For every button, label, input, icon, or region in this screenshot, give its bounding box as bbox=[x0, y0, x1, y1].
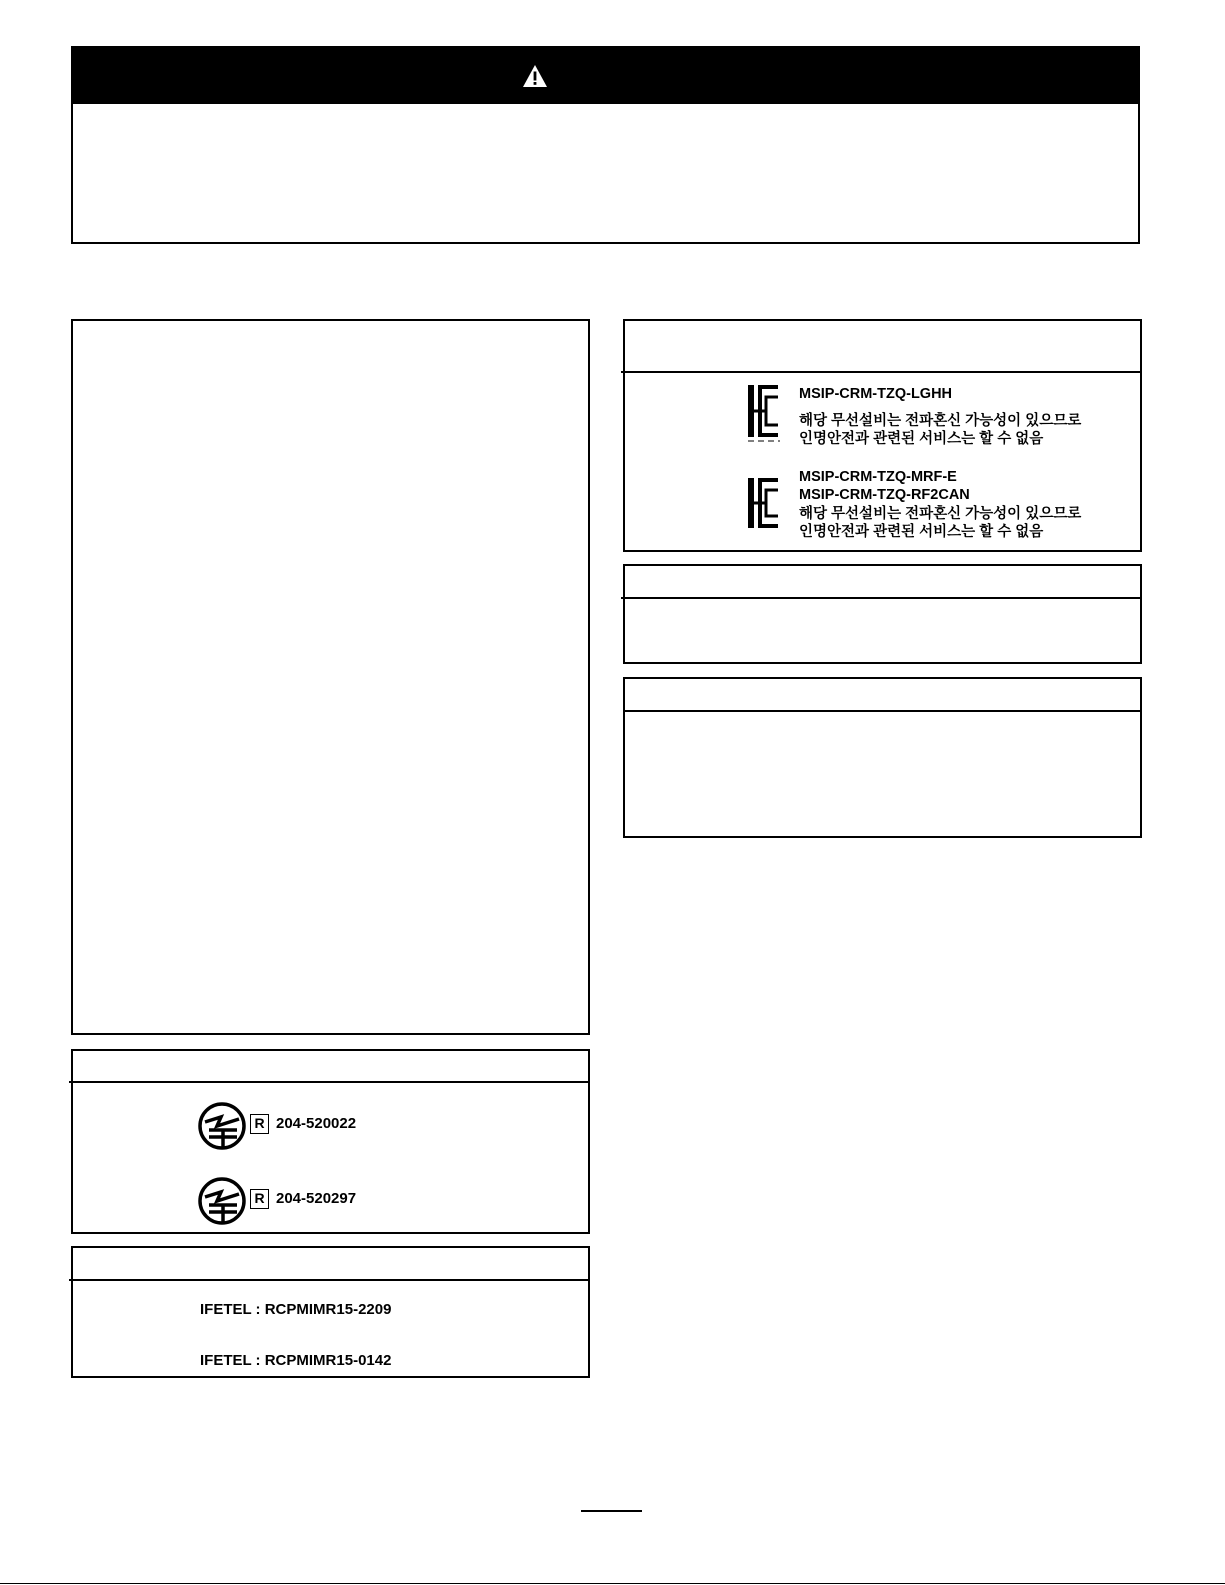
box-header-divider bbox=[69, 1279, 590, 1281]
kc-notice-line-1: 해당 무선설비는 전파혼신 가능성이 있으므로 bbox=[799, 413, 1082, 429]
registered-mark-badge bbox=[250, 1189, 269, 1209]
box-header-divider bbox=[69, 1081, 590, 1083]
box-header-divider bbox=[625, 710, 1140, 712]
japan-giteki-mark-icon bbox=[197, 1101, 247, 1151]
warning-box bbox=[71, 46, 1140, 244]
registered-mark-label: R bbox=[254, 1115, 265, 1131]
japan-registration-number-2: 204-520297 bbox=[276, 1190, 357, 1207]
page-bottom-edge bbox=[0, 1583, 1225, 1584]
japan-registration-number-1: 204-520022 bbox=[276, 1115, 357, 1132]
kc-code-3: MSIP-CRM-TZQ-RF2CAN bbox=[799, 487, 970, 503]
kc-notice-line-2: 인명안전과 관련된 서비스는 할 수 없음 bbox=[799, 431, 1044, 447]
kc-code-1: MSIP-CRM-TZQ-LGHH bbox=[799, 386, 953, 402]
registered-mark-badge bbox=[250, 1114, 269, 1134]
left-text-panel bbox=[71, 319, 590, 1035]
registered-mark-label: R bbox=[254, 1190, 265, 1206]
box-header-divider bbox=[621, 597, 1142, 599]
kc-mark-icon bbox=[746, 476, 782, 530]
kc-notice-line-1: 해당 무선설비는 전파혼신 가능성이 있으므로 bbox=[799, 506, 1082, 522]
box-header-divider bbox=[621, 371, 1142, 373]
mexico-ifetel-box bbox=[71, 1246, 590, 1378]
kc-code-2: MSIP-CRM-TZQ-MRF-E bbox=[799, 469, 957, 485]
right-info-box-small bbox=[623, 564, 1142, 664]
ifetel-line-1: IFETEL : RCPMIMR15-2209 bbox=[200, 1301, 392, 1318]
japan-registration-box bbox=[71, 1049, 590, 1234]
japan-giteki-mark-icon bbox=[197, 1176, 247, 1226]
kc-mark-icon bbox=[746, 383, 782, 443]
korea-kc-box bbox=[623, 319, 1142, 552]
page-number-rule bbox=[581, 1510, 642, 1512]
warning-triangle-icon bbox=[522, 64, 548, 88]
warning-header-bar bbox=[73, 48, 1138, 104]
ifetel-line-2: IFETEL : RCPMIMR15-0142 bbox=[200, 1352, 392, 1369]
right-info-box-medium bbox=[623, 677, 1142, 838]
kc-notice-line-2: 인명안전과 관련된 서비스는 할 수 없음 bbox=[799, 524, 1044, 540]
